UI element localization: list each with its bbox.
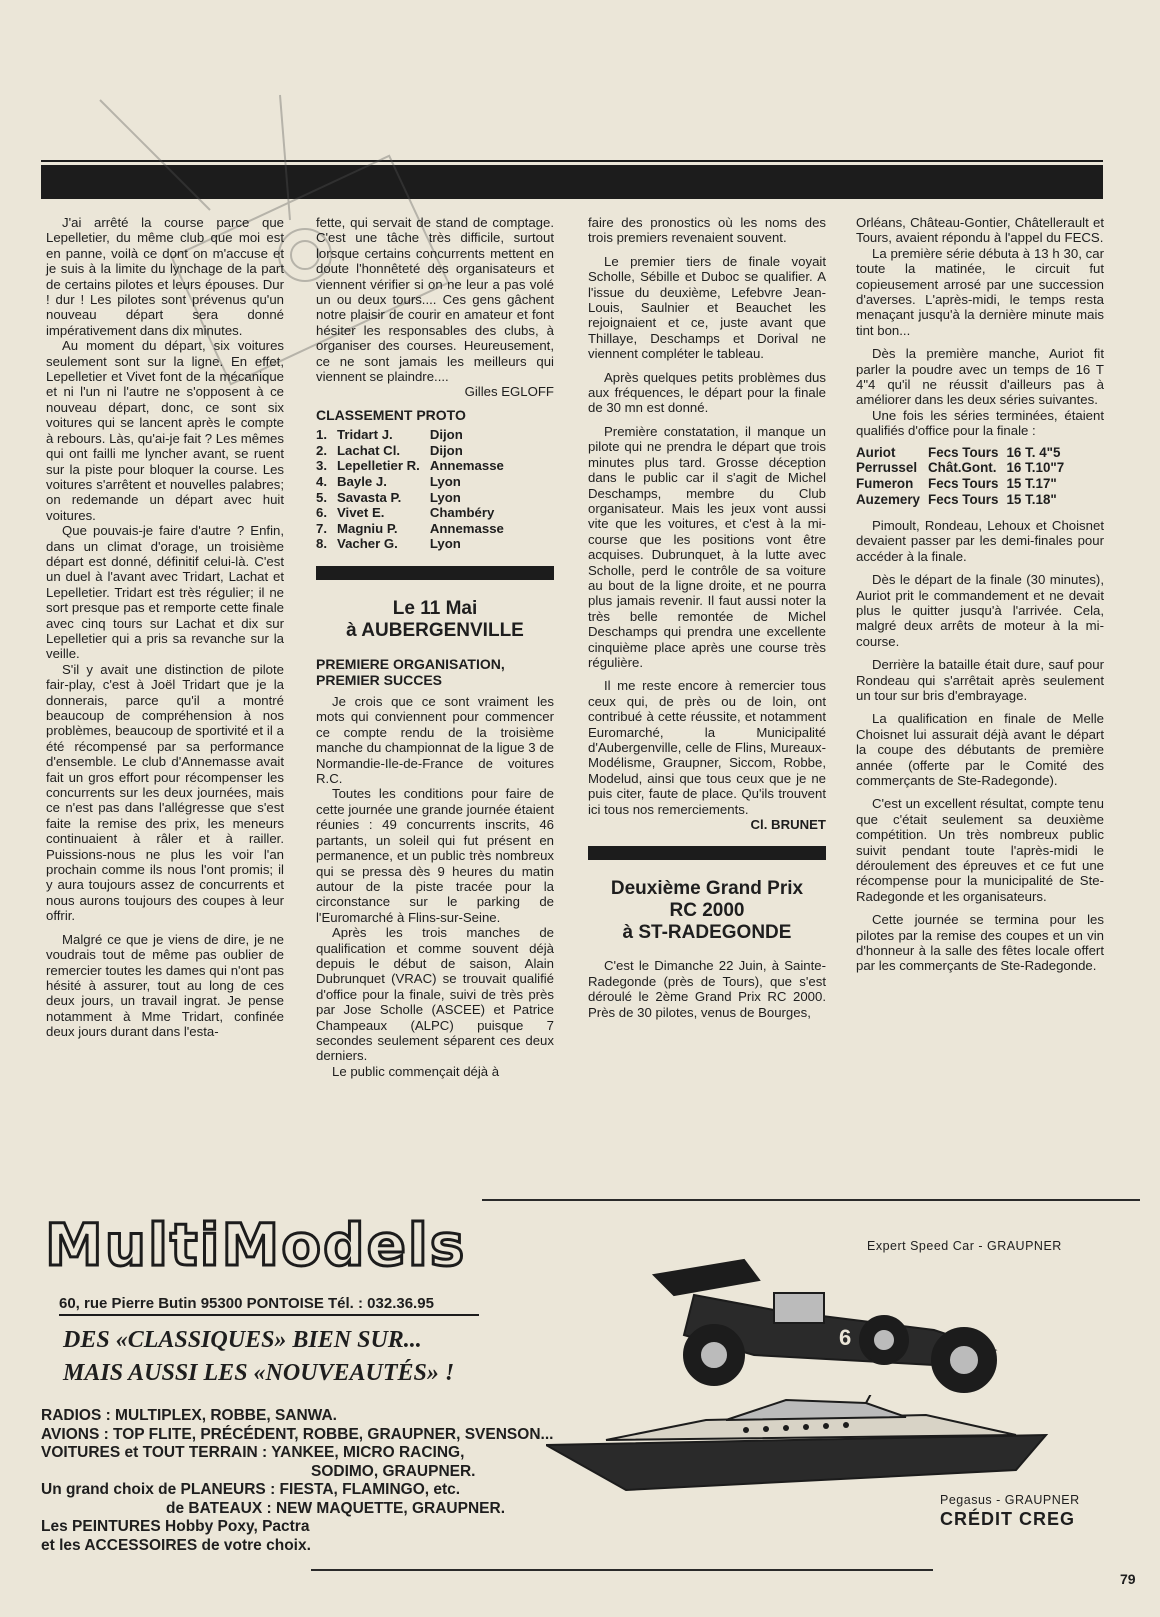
paragraph: Pimoult, Rondeau, Lehoux et Choisnet devaient passer par les demi-finales pour accéder à la finale. (856, 517, 1104, 564)
paragraph: Il me reste encore à remercier tous ceux qui, de près ou de loin, ont contribué à cette réussite, et notamment Euromarché, la Municipalité d'Aubergenville, celle de Flins, Mureaux-Modélisme, Graupner, Siccom, Robbe, Modelud, ainsi que tous ceux que je ne puis citer, faute de place. Qu'ils trouvent ici tous nos remerciements. (588, 678, 826, 817)
ranking-city: Annemasse (429, 520, 504, 536)
result-club: Chât.Gont. (928, 460, 997, 476)
ranking-city: Lyon (429, 474, 461, 490)
signature: Cl. BRUNET (750, 817, 826, 833)
result-name: Auzemery (856, 492, 921, 508)
ad-top-rule (482, 1199, 1140, 1201)
paragraph: Première constatation, il manque un pilote qui ne prendra le départ que trois minutes plus tard. Grosse déception dans le public car il s'agit de Michel Deschamps, membre du Club organisateur. Mais les jeux vont aussi vite que les voitures, et c'est à la mi-course que les positions vont être acquises. Dubrunquet, à la lutte avec Scholle, perd le contrôle de sa voiture au bout de la ligne droite, et ne pourra plus jamais revenir. Il faut aussi noter la très belle remontée de Michel Deschamps qui prendra une excellente cinquième place après une course très régulière. (588, 423, 826, 670)
advertisement (41, 1197, 1103, 1587)
page-number: 79 (1120, 1571, 1136, 1587)
paragraph: Dès la première manche, Auriot fit parler la poudre avec un temps de 16 T 4"4 qu'il ne réussit d'ailleurs pas à améliorer dans les deux séries suivantes. (856, 346, 1104, 408)
paragraph: La qualification en finale de Melle Choisnet lui assurait déjà avant le départ la coupe des débutants de première année (offerte par le Comité des commerçants de Ste-Radegonde). (856, 711, 1104, 788)
paragraph: Dès le départ de la finale (30 minutes), Auriot prit le commandement et ne devait plus le quitter jusqu'à l'arrivée. Cela, malgré deux arrêts de moteur à la mi-course. (856, 572, 1104, 649)
subhead-line: PREMIER SUCCES (316, 672, 443, 689)
paragraph: Le premier tiers de finale voyait Scholle, Sébille et Duboc se qualifier. A l'issue du deuxième, Lefebvre Jean-Louis, Saulnier et Beauchet les rejoignaient et ce, juste avant que Thillaye, Deschamps et Dorival ne viennent compléter le tableau. (588, 253, 826, 362)
header-rule (41, 160, 1103, 162)
ad-line: VOITURES et TOUT TERRAIN : YANKEE, MICRO RACING, (41, 1444, 465, 1461)
credit-creg: CRÉDIT CREG (940, 1509, 1076, 1529)
article-title-line: Deuxième Grand Prix (610, 878, 804, 900)
ranking-row (316, 521, 514, 537)
paragraph: Orléans, Château-Gontier, Châtellerault et Tours, avaient répondu à l'appel du FECS. (856, 215, 1104, 246)
ranking-row (316, 505, 514, 521)
ranking-city: Dijon (429, 442, 463, 458)
paragraph: Malgré ce que je viens de dire, je ne voudrais tout de même pas oublier de remercier toutes les dames qui n'ont pas hésité à assurer, tout au long de ces deux jours, un travail ingrat. Je pense notamment à Mme Tridart, confinée deux jours durant dans l'esta- (46, 931, 284, 1040)
ad-slogan: DES «CLASSIQUES» BIEN SUR... (63, 1327, 422, 1353)
ranking-city: Lyon (429, 489, 461, 505)
result-row (856, 445, 1072, 461)
article-column-2 (316, 215, 554, 1079)
multimodels-logo: MultiModels (45, 1211, 467, 1279)
ranking-city: Annemasse (429, 458, 504, 474)
ranking-table (316, 427, 514, 552)
paragraph: Que pouvais-je faire d'autre ? Enfin, dans un climat d'orage, un troisième départ est donné, définitif celui-là. C'est un duel à l'avant avec Tridart, Lachat et Lepelletier. Tridart est très régulier; il ne sort presque pas et remporte cette finale avec cinq tours sur Lachat et dix sur Lepelletier qui a pris sa revanche sur la veille. (46, 523, 284, 662)
ranking-name: Vivet E. (337, 505, 385, 521)
article-title-line: à AUBERGENVILLE (346, 620, 524, 642)
ranking-rank: 5. (316, 489, 327, 505)
header-bar (41, 165, 1103, 199)
article-column-4 (856, 215, 1104, 974)
article-column-1 (46, 215, 284, 1040)
ranking-rank: 4. (316, 474, 327, 490)
results-table (856, 445, 1072, 508)
ranking-rank: 6. (316, 505, 327, 521)
article-title-line: RC 2000 (669, 900, 745, 922)
race-car-icon (634, 1255, 1054, 1405)
result-time: 15 T.18" (1006, 492, 1057, 508)
paragraph: Le public commençait déjà à (332, 1063, 500, 1079)
ranking-city: Dijon (429, 427, 463, 443)
result-row (856, 492, 1072, 508)
ad-line: RADIOS : MULTIPLEX, ROBBE, SANWA. (41, 1407, 337, 1424)
ranking-row (316, 536, 514, 552)
paragraph: C'est le Dimanche 22 Juin, à Sainte-Radegonde (près de Tours), que s'est déroulé le 2ème Grand Prix RC 2000. Près de 30 pilotes, venus de Bourges, (588, 958, 826, 1020)
ranking-rank: 3. (316, 458, 327, 474)
result-club: Fecs Tours (928, 492, 999, 508)
ad-line: de BATEAUX : NEW MAQUETTE, GRAUPNER. (166, 1499, 505, 1517)
result-row (856, 476, 1072, 492)
paragraph: Une fois les séries terminées, étaient qualifiés d'office pour la finale : (856, 407, 1104, 439)
paragraph: Derrière la bataille était dure, sauf pour Rondeau qui s'arrêtait après seulement un tour sur bris d'embrayage. (856, 657, 1104, 703)
ranking-name: Tridart J. (337, 427, 393, 443)
paragraph: fette, qui servait de stand de comptage. C'est une tâche très difficile, surtout lorsque certains concurrents mettent en doute l'honnêteté des organisateurs et viennent vérifier si on ne leur a pas volé un ou deux tours.... Ces gens gâchent notre plaisir de courir en amateur et font hésiter les responsables des clubs, à organiser des courses. Heureusement, ce ne sont jamais les meilleurs qui viennent se plaindre.... (316, 215, 554, 385)
paragraph: Je crois que ce sont vraiment les mots qui conviennent pour commencer ce compte rendu de la troisième manche du championnat de la ligue 3 de Normandie-Ile-de-France de voitures R.C. (316, 694, 554, 787)
ranking-row (316, 458, 514, 474)
article-title-line: à ST-RADEGONDE (622, 922, 792, 944)
paragraph: C'est un excellent résultat, compte tenu que c'était seulement sa deuxième compétition. Un très nombreux public suivit pendant toute l'après-midi le déroulement des épreuves et ce fut une récompense pour la municipalité de Ste-Radegonde et les organisateurs. (856, 796, 1104, 904)
article-title (588, 878, 826, 944)
subhead-line: PREMIERE ORGANISATION, (316, 656, 505, 673)
ranking-rank: 1. (316, 427, 327, 443)
section-divider (588, 846, 826, 860)
result-name: Auriot (856, 444, 896, 460)
article-subhead (316, 656, 554, 688)
ranking-name: Bayle J. (337, 474, 387, 490)
result-name: Fumeron (856, 476, 914, 492)
ad-line: Un grand choix de PLANEURS : FIESTA, FLAMINGO, etc. (41, 1481, 461, 1498)
paragraph: Cette journée se termina pour les pilotes par la remise des coupes et un vin d'honneur à la salle des fêtes locale offert par les commerçants de Ste-Radegonde. (856, 912, 1104, 974)
ranking-rank: 7. (316, 520, 327, 536)
ranking-city: Chambéry (429, 505, 495, 521)
ranking-name: Lepelletier R. (337, 458, 420, 474)
ranking-rank: 2. (316, 442, 327, 458)
ranking-row (316, 427, 514, 443)
ranking-row (316, 474, 514, 490)
ranking-city: Lyon (429, 536, 461, 552)
ad-brand-list (41, 1407, 553, 1555)
section-divider (316, 566, 554, 580)
result-time: 16 T.10"7 (1006, 460, 1065, 476)
result-time: 16 T. 4"5 (1006, 444, 1061, 460)
ranking-rank: 8. (316, 536, 327, 552)
ad-line: SODIMO, GRAUPNER. (311, 1462, 476, 1480)
paragraph: faire des pronostics où les noms des trois premiers revenaient souvent. (588, 215, 826, 246)
ranking-name: Savasta P. (337, 489, 402, 505)
ranking-name: Vacher G. (337, 536, 398, 552)
ad-line: AVIONS : TOP FLITE, PRÉCÉDENT, ROBBE, GRAUPNER, SVENSON... (41, 1425, 554, 1443)
ad-bottom-rule (311, 1569, 933, 1571)
ad-slogan: MAIS AUSSI LES «NOUVEAUTÉS» ! (63, 1360, 455, 1386)
car-number: 6 (839, 1325, 852, 1350)
boat-caption: Pegasus - GRAUPNER (940, 1493, 1080, 1507)
ranking-row (316, 490, 514, 506)
paragraph: La première série débuta à 13 h 30, car toute la matinée, le circuit fut copieusement arrosé par une succession d'averses. L'après-midi, le temps resta menaçant jusqu'à la dernière minute mais tint bon... (856, 245, 1104, 338)
ranking-name: Magniu P. (337, 520, 398, 536)
paragraph: Au moment du départ, six voitures seulement sont sur la ligne. En effet, Lepelletier et Vivet font de la mécanique et ni l'un ni l'autre ne s'opposent à ce nouveau départ, donc, ce sont six voitures qui se lancent après le compte à rebours. Làs, qu'ai-je fait ? Les mêmes qui ont failli me lyncher avant, se ruent sur la piste pour bloquer la course. Les voitures s'arrêtent et nouvelles palabres; on redemande un départ avec huit voitures. (46, 338, 284, 523)
article-title-line: Le 11 Mai (392, 598, 478, 620)
result-time: 15 T.17" (1006, 476, 1057, 492)
ranking-name: Lachat Cl. (337, 442, 401, 458)
result-name: Perrussel (856, 460, 918, 476)
ad-line: Les PEINTURES Hobby Poxy, Pactra (41, 1518, 310, 1535)
paragraph: Après quelques petits problèmes dus aux fréquences, le départ pour la finale de 30 mn est donné. (588, 369, 826, 416)
ad-line: et les ACCESSOIRES de votre choix. (41, 1536, 311, 1554)
paragraph: J'ai arrêté la course parce que Lepelletier, du même club que moi est en panne, voilà ce dont on m'accuse et je suis à la limite du lynchage de la part de certains pilotes et leurs épouses. Dur ! dur ! Les pilotes sont prévenus qu'un nouveau départ sera donné impérativement dans dix minutes. (46, 215, 284, 338)
ranking-title: CLASSEMENT PROTO (316, 406, 466, 423)
article-column-3 (588, 215, 826, 1020)
result-club: Fecs Tours (928, 444, 999, 460)
article-title (316, 598, 554, 642)
motor-yacht-icon (546, 1395, 1066, 1505)
shop-address: 60, rue Pierre Butin 95300 PONTOISE Tél. : 032.36.95 (59, 1295, 479, 1316)
result-club: Fecs Tours (928, 476, 999, 492)
signature: Gilles EGLOFF (464, 384, 554, 400)
ranking-row (316, 443, 514, 459)
result-row (856, 460, 1072, 476)
paragraph: Toutes les conditions pour faire de cette journée une grande journée étaient réunies : 49 concurrents inscrits, 46 partants, un soleil qui fut présent en permanence, et un public très nombreux qui se pressa dès 9 heures du matin autour de la piste tracée pour la circonstance sur le parking de l'Euromarché à Flins-sur-Seine. (316, 786, 554, 925)
car-caption: Expert Speed Car - GRAUPNER (867, 1239, 1062, 1253)
paragraph: S'il y avait une distinction de pilote fair-play, c'est à Joël Tridart que je la donnerais, parce qu'il a montré beaucoup de compréhension à nos problèmes, beaucoup de sportivité et il a été récompensé par sa performance d'ensemble. Le club d'Annemasse avait fait un gros effort pour récompenser les concurrents sur les deux journées, mais ce n'est pas dans l'allégresse que s'est faite la remise des prix, les meneurs continuaient à râler et à railler. Puissions-nous ne plus les voir l'an prochain comme ils nous l'ont promis; il y aura toujours assez de concurrents et nous aurons toujours des coupes à leur offrir. (46, 661, 284, 924)
paragraph: Après les trois manches de qualification et comme souvent déjà depuis le début de saison, Alain Dubrunquet (VRAC) se trouvait qualifié d'office pour la finale, suivi de très près par Jose Scholle (ASCEE) et Patrice Champeaux (ALPC) puisque 7 secondes seulement séparent ces deux derniers. (316, 925, 554, 1064)
